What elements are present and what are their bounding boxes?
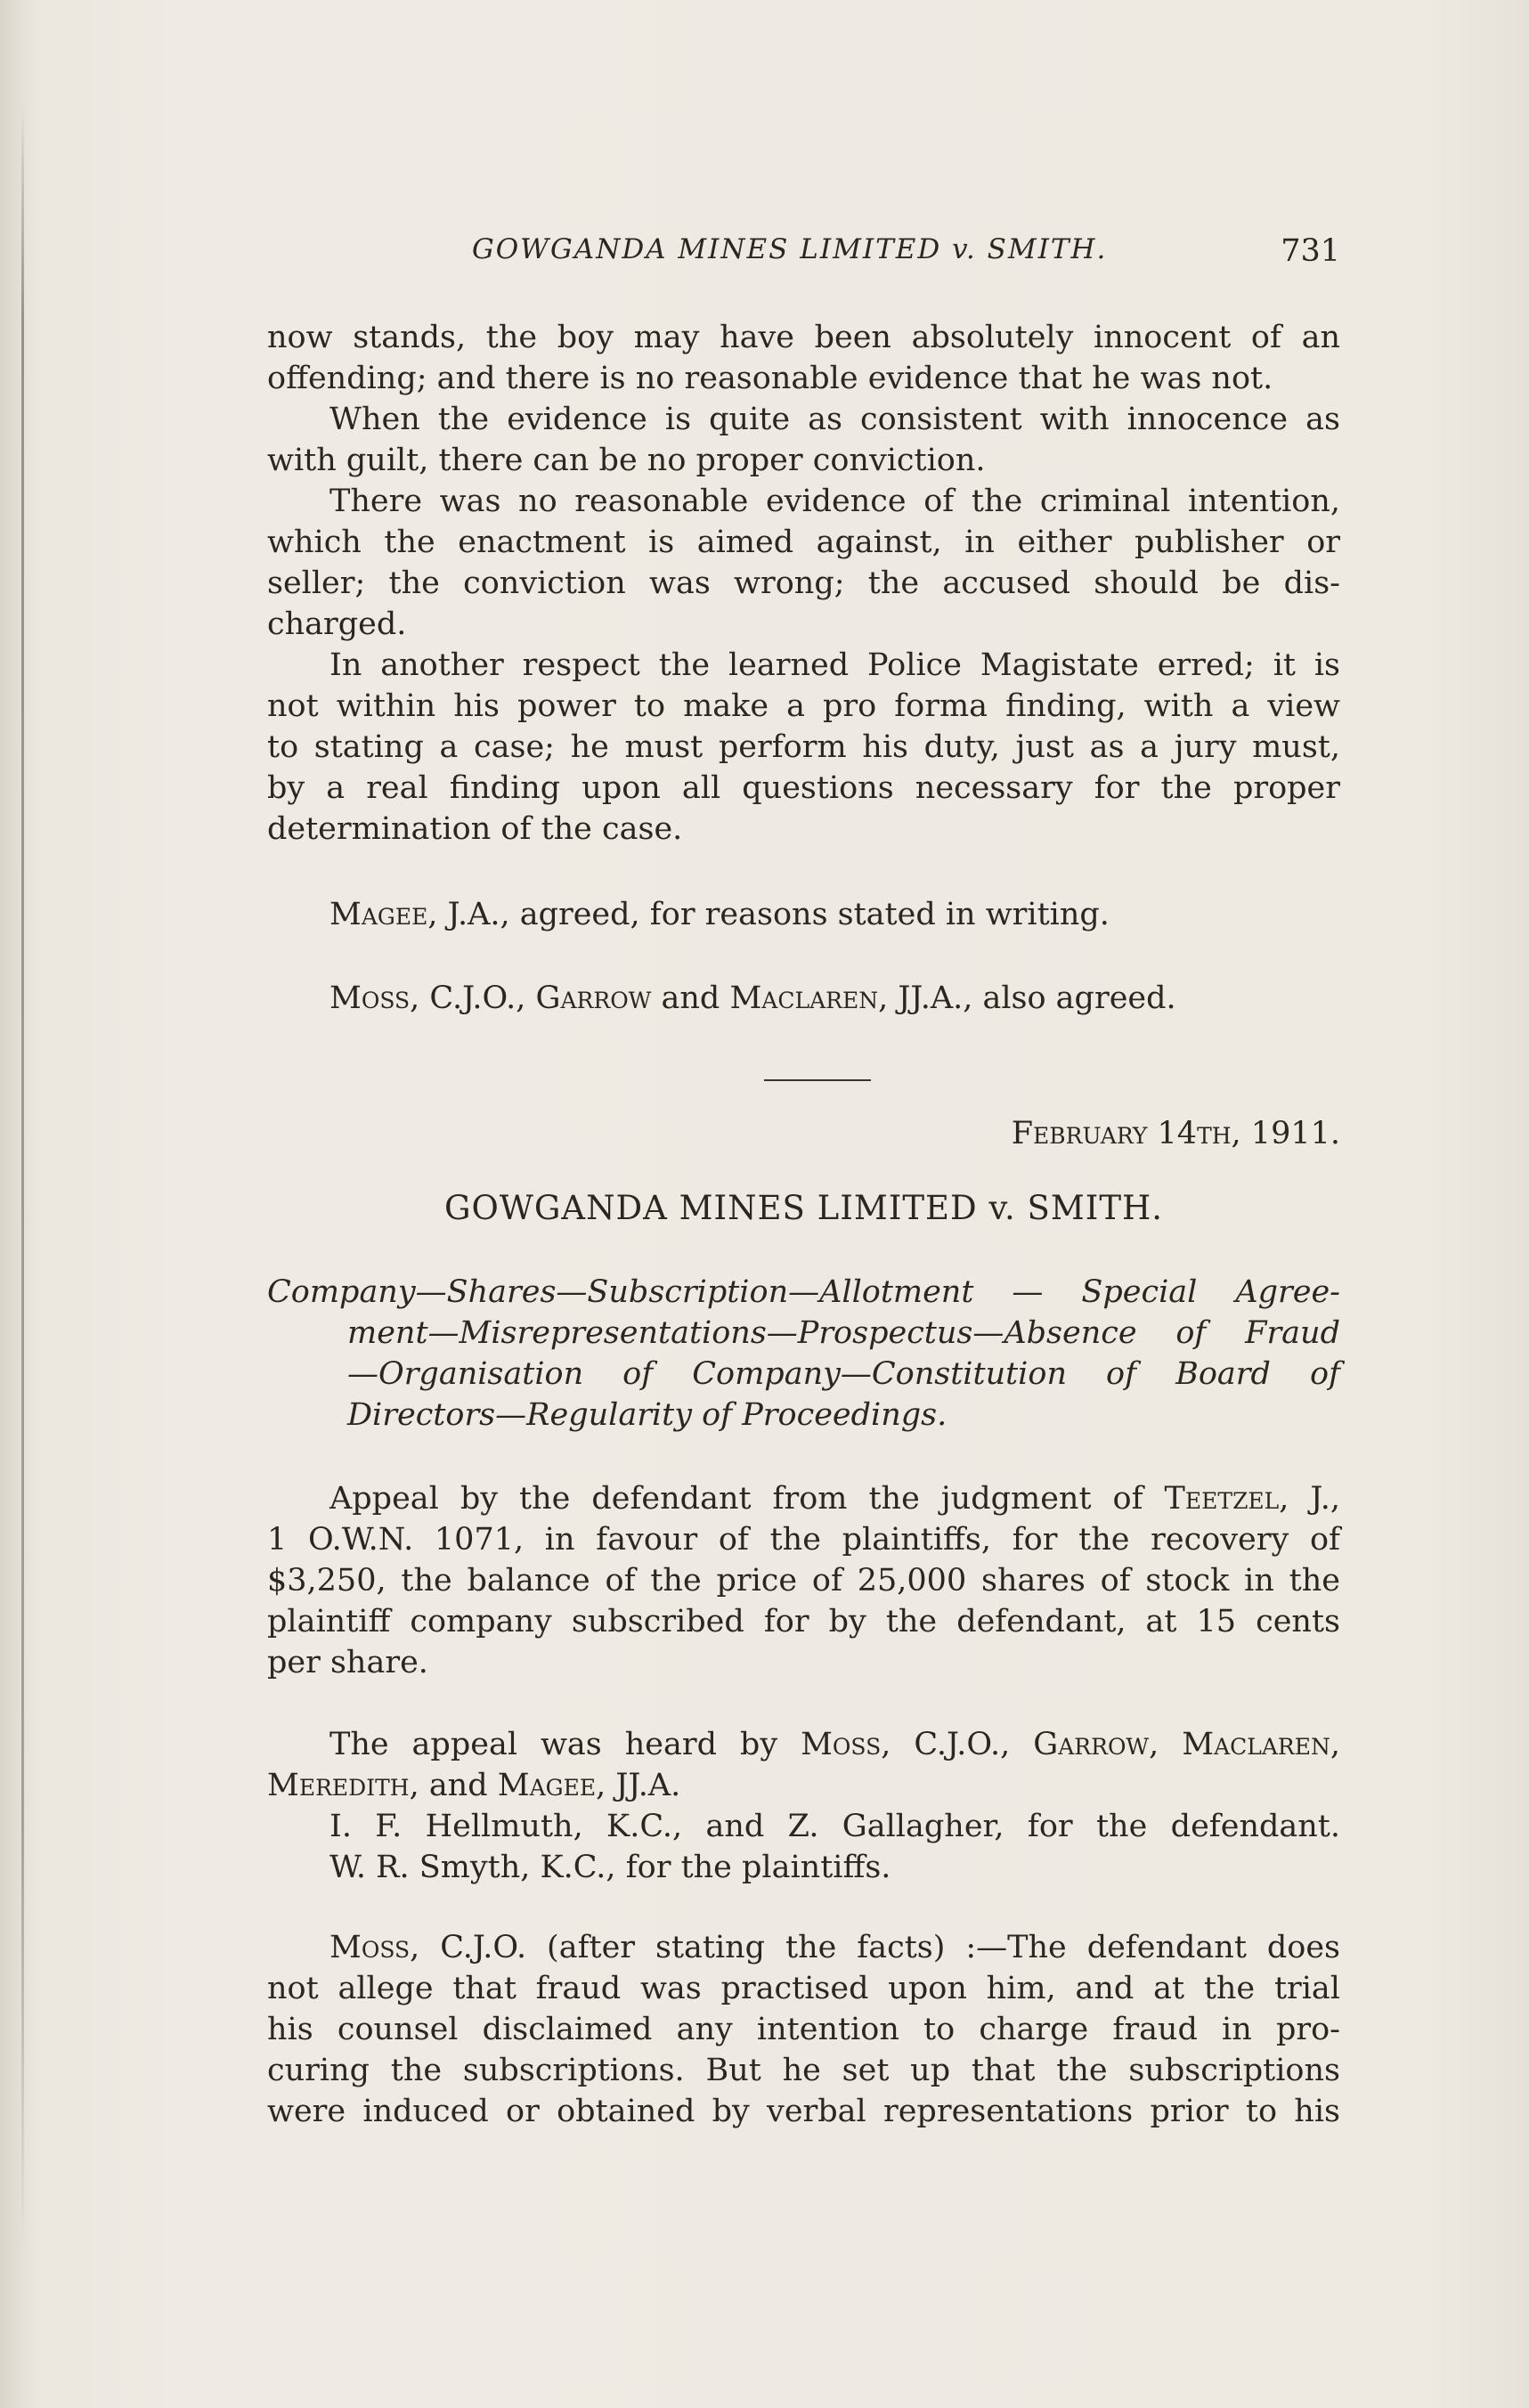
judge-name: Maclaren [729,980,879,1016]
text-line: not within his power to make a pro forma finding, with a view [267,688,1340,724]
catchword-line: —Organisation of Company—Constitution of Board of [347,1356,1340,1392]
judge-name: Teetzel [1164,1481,1280,1517]
appeal-statement: Appeal by the defendant from the judgment of Teetzel, J., 1 O.W.N. 1071, in favour of the plaintiffs, for the recovery of $3,250, the balance of the price of 25,000 shares of stock in the plaintiff company subscribed for by the defendant, at 15 cents per share. [267,1478,1340,1683]
counsel-plaintiffs: W. R. Smyth, K.C., for the plaintiffs. [329,1850,891,1885]
counsel-defendant: I. F. Hellmuth, K.C., and Z. Gallagher, for the defendant. [329,1809,1340,1844]
text-line: which the enactment is aimed against, in either publisher or [267,525,1340,560]
text-line: his counsel disclaimed any intention to charge fraud in pro- [267,2012,1340,2047]
judge-name: Moss [329,980,411,1016]
text-line: charged. [267,606,407,642]
concurrence-magee [267,894,1340,935]
text-line: 1 O.W.N. 1071, in favour of the plaintiffs, for the recovery of [267,1522,1340,1558]
text-line: with guilt, there can be no proper conviction. [267,443,986,478]
text-line: were induced or obtained by verbal representations prior to his [267,2094,1340,2129]
case-title: GOWGANDA MINES LIMITED v. SMITH. [443,1189,1164,1227]
text-line: not allege that fraud was practised upon him, and at the trial [267,1971,1340,2006]
judge-name: Garrow [535,980,652,1016]
text-line: now stands, the boy may have been absolutely innocent of an [267,320,1340,355]
text-line: by a real finding upon all questions necessary for the proper [267,770,1340,806]
case-date: February 14th, 1911. [1011,1116,1340,1151]
judge-name: Magee [329,897,428,932]
text-line: plaintiff company subscribed for by the defendant, at 15 cents [267,1604,1340,1639]
section-divider [764,1079,871,1081]
running-head-title: GOWGANDA MINES LIMITED v. SMITH. [472,233,1108,265]
judgment-opening: Moss, C.J.O. (after stating the facts) :—The defendant does not allege that fraud was practised upon him, and at the trial his counsel disclaimed any intention to charge fraud in pro- curing the subscriptions. But he set up that the subscriptions were induced or obtained by verbal representations prior to his [267,1927,1340,2132]
catchword-line: ment—Misrepresentations—Prospectus—Absence of Fraud [347,1315,1340,1351]
text-line: There was no reasonable evidence of the criminal intention, [329,484,1340,519]
concurrence-text: , J.A., agreed, for reasons stated in writing. [427,897,1110,932]
text-line: $3,250, the balance of the price of 25,000 shares of stock in the [267,1563,1340,1599]
running-head [472,233,1340,278]
text-line: determination of the case. [267,811,683,847]
page-number: 731 [1281,233,1340,269]
catchword-line: Company—Shares—Subscription—Allotment — Special Agree- [267,1274,1340,1310]
judge-name: Moss [329,1930,411,1965]
text-line: per share. [267,1645,428,1680]
hearing-statement: The appeal was heard by Moss, C.J.O., Garrow, Maclaren, Meredith, and Magee, JJ.A. I. F. Hellmuth, K.C., and Z. Gallagher, for the defendant. W. R. Smyth, K.C., for the plaintiffs. [267,1724,1340,1888]
text-line: offending; and there is no reasonable evidence that he was not. [267,361,1273,396]
catchword-line: Directors—Regularity of Proceedings. [347,1397,947,1433]
text-line: seller; the conviction was wrong; the accused should be dis- [267,565,1340,601]
text-line: When the evidence is quite as consistent with innocence as [329,402,1340,437]
concurrence-others: Moss, C.J.O., Garrow and Maclaren, JJ.A., also agreed. [329,980,1176,1016]
text-line: In another respect the learned Police Magistate erred; it is [329,647,1340,683]
page-spine-shadow [21,107,24,2244]
text-line: to stating a case; he must perform his duty, just as a jury must, [267,729,1340,765]
catchwords [267,1272,1340,1436]
paragraph-opinion-end [267,317,1340,850]
text-line: curing the subscriptions. But he set up that the subscriptions [267,2053,1340,2088]
